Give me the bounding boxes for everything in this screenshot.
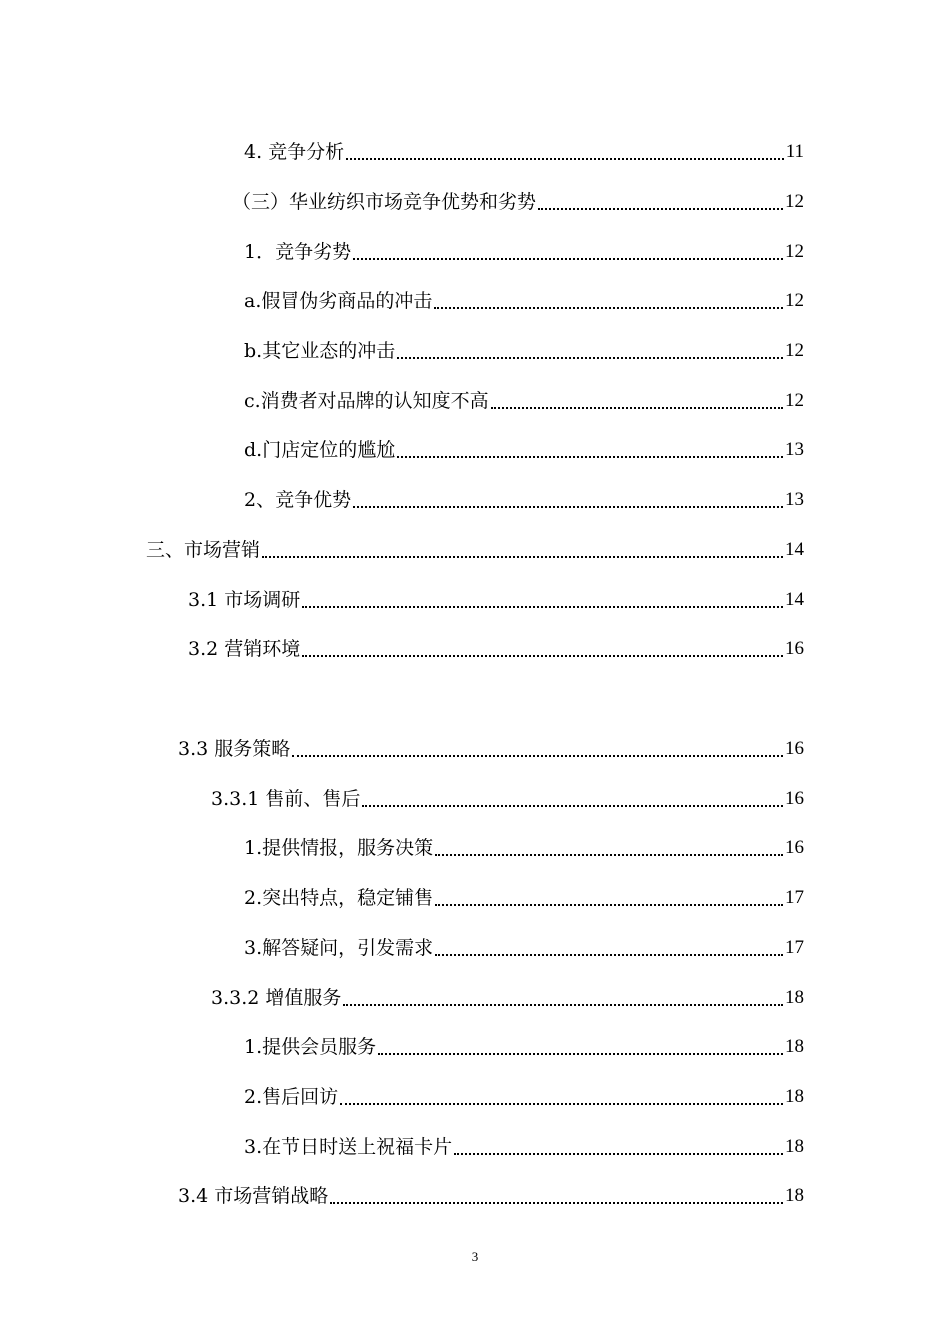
- toc-entry-label: 3.1 市场调研: [188, 589, 301, 611]
- toc-entry-label: 3.3.2 增值服务: [211, 987, 342, 1009]
- toc-entry[interactable]: [244, 385, 804, 415]
- toc-entry[interactable]: [244, 1131, 804, 1161]
- toc-entry-page: 12: [785, 290, 804, 311]
- toc-entry[interactable]: [244, 932, 804, 962]
- dot-leader: [454, 1153, 783, 1155]
- toc-entry[interactable]: [244, 285, 804, 315]
- toc-entry-label: 3.在节日时送上祝福卡片: [244, 1136, 453, 1158]
- toc-entry[interactable]: [211, 982, 804, 1012]
- toc-entry-label: 1.提供情报，服务决策: [244, 837, 434, 859]
- dot-leader: [397, 357, 783, 359]
- toc-entry-page: 11: [785, 141, 804, 162]
- toc-entry-page: 16: [785, 837, 804, 858]
- toc-entry[interactable]: [244, 335, 804, 365]
- toc-entry-label: 3.3 服务策略: [178, 738, 291, 760]
- dot-leader: [343, 1004, 783, 1006]
- toc-entry[interactable]: [244, 236, 804, 266]
- toc-entry[interactable]: [244, 882, 804, 912]
- toc-entry-label: d.门店定位的尴尬: [244, 439, 396, 461]
- toc-entry-label: 1.提供会员服务: [244, 1036, 377, 1058]
- dot-leader: [378, 1053, 783, 1055]
- dot-leader: [397, 456, 783, 458]
- dot-leader: [302, 606, 783, 608]
- toc-entry[interactable]: [178, 1180, 804, 1210]
- dot-leader: [538, 208, 783, 210]
- dot-leader: [435, 854, 783, 856]
- toc-entry-label: c.消费者对品牌的认知度不高: [244, 390, 489, 412]
- toc-entry-label: 1．竞争劣势: [244, 241, 352, 263]
- toc-entry-page: 17: [785, 887, 804, 908]
- toc-entry-label: 3.解答疑问，引发需求: [244, 937, 434, 959]
- toc-entry-page: 13: [785, 439, 804, 460]
- toc-entry[interactable]: [244, 484, 804, 514]
- toc-entry-label: 2、竞争优势: [244, 489, 352, 511]
- toc-entry-page: 12: [785, 340, 804, 361]
- toc-entry[interactable]: [244, 136, 804, 166]
- toc-entry[interactable]: [178, 733, 804, 763]
- dot-leader: [435, 904, 783, 906]
- toc-entry[interactable]: [244, 434, 804, 464]
- toc-entry-label: b.其它业态的冲击: [244, 340, 396, 362]
- dot-leader: [292, 755, 783, 757]
- dot-leader: [330, 1202, 783, 1204]
- toc-entry[interactable]: [188, 633, 804, 663]
- toc-entry-label: 2.售后回访: [244, 1086, 339, 1108]
- toc-entry-page: 18: [785, 1086, 804, 1107]
- toc-entry[interactable]: [211, 783, 804, 813]
- toc-entry-page: 18: [785, 1185, 804, 1206]
- dot-leader: [434, 307, 783, 309]
- dot-leader: [435, 954, 783, 956]
- dot-leader: [262, 556, 783, 558]
- toc-entry[interactable]: [188, 584, 804, 614]
- toc-entry-label: 3.4 市场营销战略: [178, 1185, 329, 1207]
- toc-entry[interactable]: [244, 1081, 804, 1111]
- dot-leader: [340, 1103, 783, 1105]
- toc-entry-page: 17: [785, 937, 804, 958]
- toc-entry-page: 18: [785, 987, 804, 1008]
- toc-entry-page: 12: [785, 390, 804, 411]
- toc-entry-label: 三、市场营销: [146, 539, 261, 561]
- toc-entry-page: 16: [785, 638, 804, 659]
- page-number: 3: [471, 1249, 479, 1264]
- toc-entry-label: 4. 竞争分析: [244, 141, 345, 163]
- toc-entry-label: 2.突出特点，稳定铺售: [244, 887, 434, 909]
- toc-entry-label: a.假冒伪劣商品的冲击: [244, 290, 433, 312]
- toc-entry-page: 16: [785, 738, 804, 759]
- toc-entry-page: 13: [785, 489, 804, 510]
- toc-entry[interactable]: [244, 1031, 804, 1061]
- toc-entry[interactable]: [244, 832, 804, 862]
- toc-entry-label: 3.2 营销环境: [188, 638, 301, 660]
- dot-leader: [491, 407, 783, 409]
- toc-entry[interactable]: [232, 186, 804, 216]
- toc-entry-page: 14: [785, 539, 804, 560]
- toc-entry-label: 3.3.1 售前、售后: [211, 788, 361, 810]
- dot-leader: [302, 655, 783, 657]
- toc-entry-page: 18: [785, 1136, 804, 1157]
- toc-entry-page: 12: [785, 241, 804, 262]
- toc-entry-page: 14: [785, 589, 804, 610]
- dot-leader: [346, 158, 784, 160]
- toc-entry-label: （三）华业纺织市场竞争优势和劣势: [232, 191, 537, 213]
- toc-entry[interactable]: [146, 534, 804, 564]
- toc-entry-page: 12: [785, 191, 804, 212]
- toc-entry-page: 18: [785, 1036, 804, 1057]
- dot-leader: [362, 805, 783, 807]
- dot-leader: [353, 258, 783, 260]
- dot-leader: [353, 506, 783, 508]
- toc-entry-page: 16: [785, 788, 804, 809]
